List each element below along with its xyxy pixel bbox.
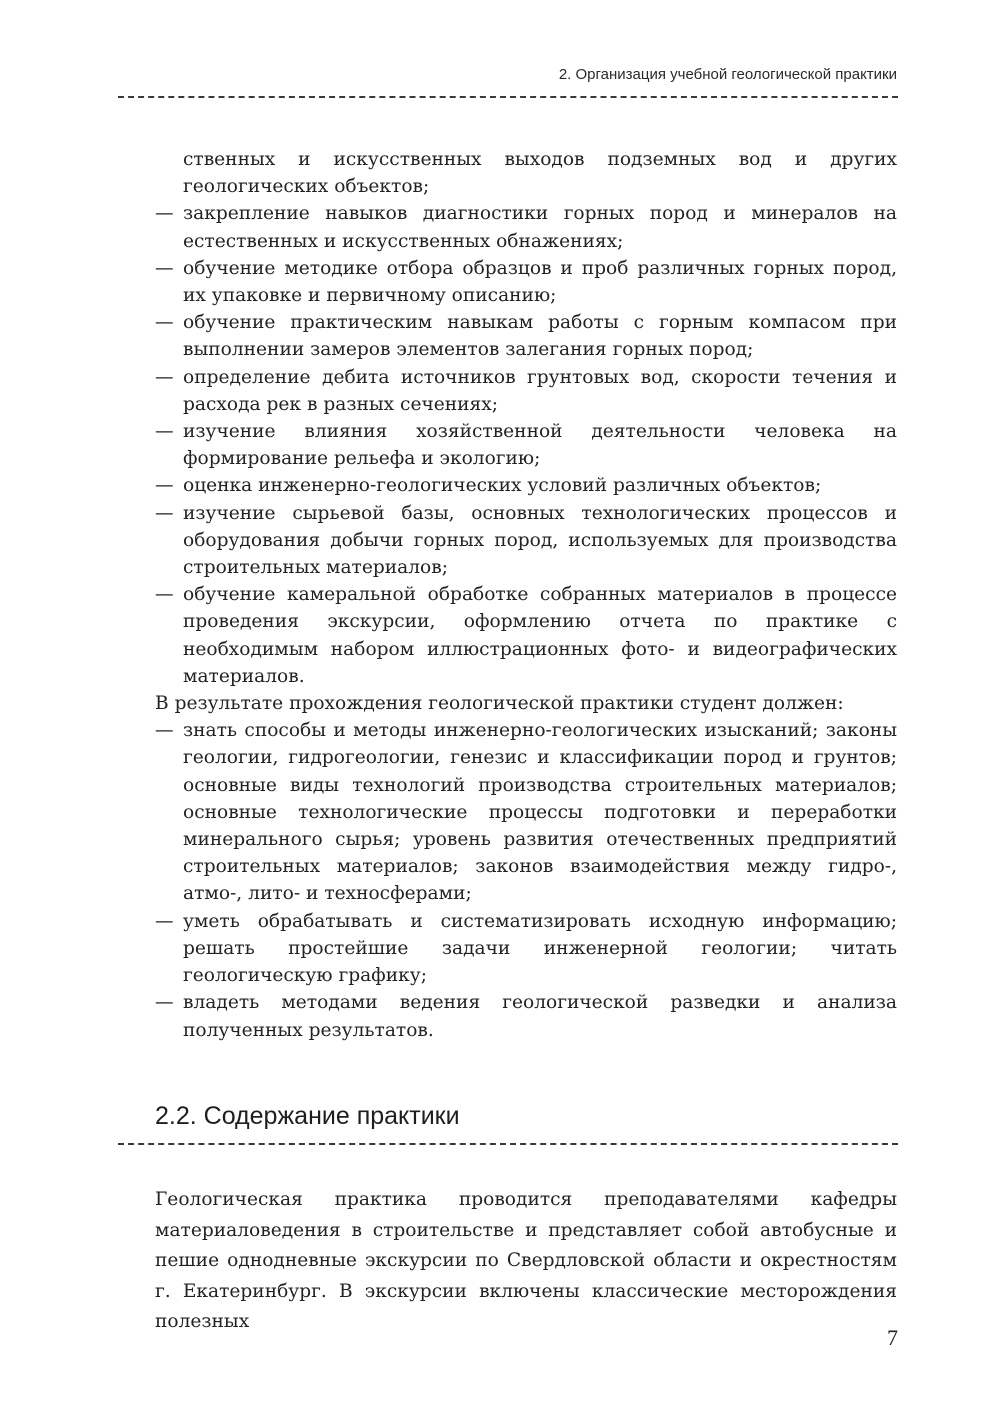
dash-bullet: — [155,910,174,932]
dash-bullet: — [155,475,174,497]
list-item-text: владеть методами ведения геологической разведки и анализа полученных результатов. [183,992,897,1041]
section-divider [118,1143,898,1145]
list-item [155,255,897,309]
list-continuation [155,146,897,200]
list-item-text: знать способы и методы инженерно-геологических изысканий; законы геологии, гидрогеологии, генезис и классификации пород и грунтов; основные виды технологий производства строительных материалов; основные технологические процессы подготовки и переработки минерального сырья; уровень развития отечественных предприятий строительных материалов; законов взаимодействия между гидро-, атмо-, лито- и техносферами; [183,720,897,905]
list-item-text: уметь обрабатывать и систематизировать исходную информацию; решать простейшие задачи инженерной геологии; читать геологическую графику; [183,910,897,987]
list-item-text: обучение практическим навыкам работы с горным компасом при выполнении замеров элементов залегания горных пород; [183,312,897,361]
dash-bullet: — [155,584,174,606]
dash-bullet: — [155,720,174,742]
list-item [155,309,897,363]
dash-bullet: — [155,257,174,279]
dash-bullet: — [155,366,174,388]
list-item [155,364,897,418]
list-item [155,717,897,907]
dash-bullet: — [155,992,174,1014]
list-item-text: изучение влияния хозяйственной деятельности человека на формирование рельефа и экологию; [183,421,897,470]
list-item [155,200,897,254]
dash-bullet: — [155,312,174,334]
list-item-text: обучение камеральной обработке собранных материалов в процессе проведения экскурсии, оформлению отчета по практике с необходимым набором иллюстрационных фото- и видеографических материалов. [183,584,897,687]
page-number: 7 [887,1325,898,1350]
list-item-text: закрепление навыков диагностики горных пород и минералов на естественных и искусственных обнажениях; [183,203,897,252]
dash-bullet: — [155,502,174,524]
outcomes-lead: В результате прохождения геологической практики студент должен: [155,693,844,715]
list-item [155,908,897,990]
list-continuation-text: ственных и искусственных выходов подземных вод и других геологических объектов; [183,149,897,198]
list-item [155,581,897,690]
list-item-text: определение дебита источников грунтовых вод, скорости течения и расхода рек в разных сечениях; [183,366,897,415]
list-item-text: изучение сырьевой базы, основных технологических процессов и оборудования добычи горных пород, используемых для производства строительных материалов; [183,502,897,579]
header-divider [118,96,898,98]
main-text-block [155,146,897,1044]
list-item [155,472,897,499]
dash-bullet: — [155,203,174,225]
dash-bullet: — [155,421,174,443]
list-item-text: оценка инженерно-геологических условий различных объектов; [183,475,822,497]
list-item-text: обучение методике отбора образцов и проб различных горных пород, их упаковке и первичному описанию; [183,257,897,307]
list-item [155,418,897,472]
list-item [155,500,897,582]
list-item [155,989,897,1043]
section-paragraph: Геологическая практика проводится преподавателями кафедры материаловедения в строительстве и представляет собой автобусные и пешие однодневные экскурсии по Свердловской области и окрестностям г. Екатеринбург. В экскурсии включены классические месторождения полезных [155,1189,897,1332]
running-header: 2. Организация учебной геологической практики [558,66,897,83]
section-heading: 2.2. Содержание практики [155,1102,460,1130]
